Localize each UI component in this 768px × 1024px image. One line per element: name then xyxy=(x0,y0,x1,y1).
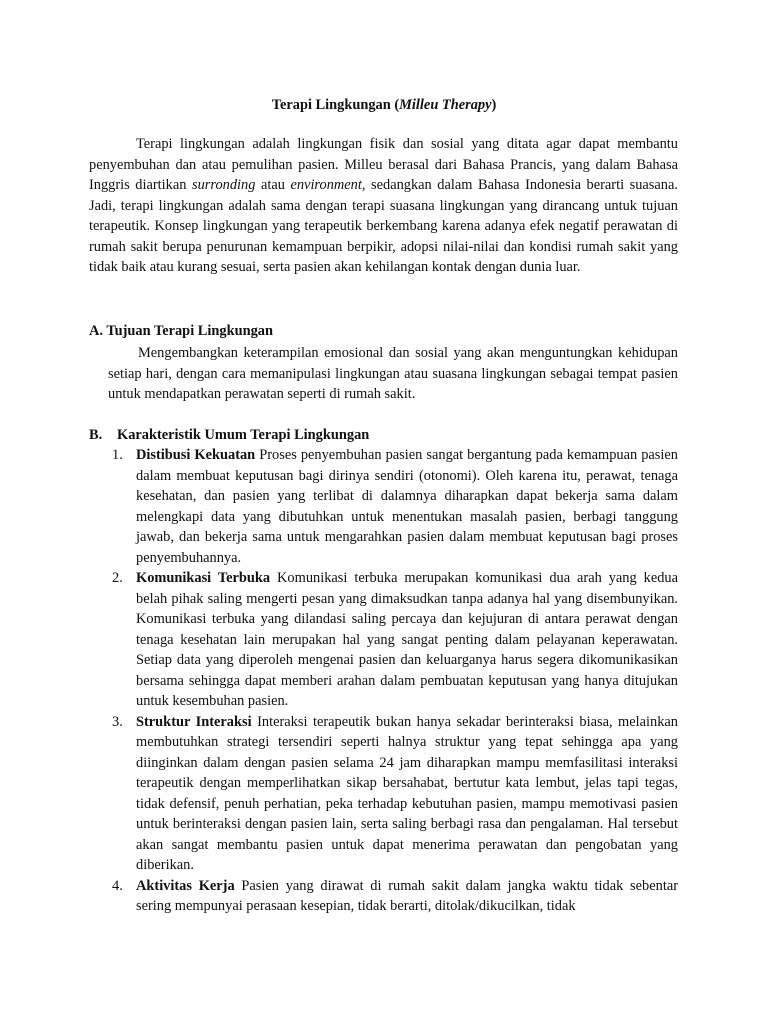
intro-italic-environment: environment xyxy=(290,177,362,193)
section-a-heading: A. Tujuan Terapi Lingkungan xyxy=(89,323,273,339)
list-item-number: 2. xyxy=(112,570,123,586)
list-item-text: Komunikasi terbuka merupakan komunikasi dua arah yang kedua belah pihak saling mengerti pesan yang dimaksudkan tanpa adanya hal yang disembunyikan. Komunikasi terbuka yang dilandasi saling percaya dan kejujuran di antara perawat dengan tenaga kesehatan lain merupakan hal yang sangat penting dalam pelayanan keperawatan. Setiap data yang diperoleh mengenai pasien dan keluarganya harus segera dikomunikasikan bersama sehingga dapat memberi arahan dalam pembuatan keputusan yang hanya ditujukan untuk kesembuhan pasien. xyxy=(136,570,678,709)
list-item xyxy=(108,876,678,917)
title-close: ) xyxy=(491,97,497,113)
list-item xyxy=(108,712,678,876)
list-item-number: 4. xyxy=(112,877,123,894)
list-item-number: 3. xyxy=(112,713,123,730)
title-main: Terapi Lingkungan ( xyxy=(271,97,400,113)
intro-part3: , sedangkan dalam Bahasa Indonesia berarti suasana. Jadi, terapi lingkungan adalah sama dengan terapi suasana lingkungan yang dirancang untuk tujuan terapeutik. Konsep lingkungan yang terapeutik berkembang karena adanya efek negatif perawatan di rumah sakit berupa penurunan kemampuan berpikir, adopsi nilai-nilai dan kondisi rumah sakit yang tidak baik atau kurang sesuai, serta pasien akan kehilangan kontak dengan dunia luar. xyxy=(89,177,678,275)
page-title xyxy=(0,95,768,116)
list-item-text: Pasien yang dirawat di rumah sakit dalam jangka waktu tidak sebentar sering mempunyai perasaan kesepian, tidak berarti, ditolak/dikucilkan, tidak xyxy=(136,877,679,914)
intro-part2: atau xyxy=(255,177,291,193)
intro-paragraph xyxy=(89,134,678,278)
intro-part1: Terapi lingkungan adalah lingkungan fisik dan sosial yang ditata agar dapat membantu penyembuhan dan atau pemulihan pasien. Milleu berasal dari Bahasa Prancis, yang dalam Bahasa Inggris diartikan xyxy=(89,136,678,193)
list-item xyxy=(108,568,678,712)
intro-italic-surronding: surronding xyxy=(191,177,256,193)
list-item-term: Aktivitas Kerja xyxy=(136,877,235,894)
list-item-text: Proses penyembuhan pasien sangat bergantung pada kemampuan pasien dalam membuat keputusan bagi dirinya sendiri (otonomi). Oleh karena itu, perawat, tenaga kesehatan, dan pasien yang terlibat di dalamnya diharapkan dapat bekerja sama dalam melengkapi data yang dibutuhkan untuk menentukan masalah pasien, berbagi tanggung jawab, dan bekerja sama untuk mengarahkan pasien dalam membuat keputusan bagi proses penyembuhannya. xyxy=(136,447,678,566)
list-item-number: 1. xyxy=(112,447,123,463)
section-b-heading xyxy=(89,425,369,446)
list-item-text: Interaksi terapeutik bukan hanya sekadar berinteraksi biasa, melainkan membutuhkan strategi tersendiri seperti halnya struktur yang tepat sehingga apa yang diinginkan dalam dengan pasien selama 24 jam diharapkan mampu memfasilitasi interaksi terapeutik dengan memperlihatkan sikap bersahabat, bertutur kata lembut, jelas tapi tegas, tidak defensif, penuh perhatian, peka terhadap kebutuhan pasien, mampu memotivasi pasien untuk berinteraksi dengan pasien lain, serta saling berbagi rasa dan pengalaman. Hal tersebut akan sangat membantu pasien untuk dapat menerima perawatan dan pengobatan yang diberikan. xyxy=(136,713,678,873)
list-item-term: Distibusi Kekuatan xyxy=(136,447,256,463)
section-b-letter: B. xyxy=(89,427,103,443)
list-item-term: Komunikasi Terbuka xyxy=(136,570,271,586)
list-item-term: Struktur Interaksi xyxy=(136,713,252,730)
section-b-title: Karakteristik Umum Terapi Lingkungan xyxy=(117,427,370,443)
section-a-body: Mengembangkan keterampilan emosional dan sosial yang akan menguntungkan kehidupan setiap hari, dengan cara memanipulasi lingkungan atau suasana lingkungan sebagai tempat pasien untuk mendapatkan perawatan seperti di rumah sakit. xyxy=(108,345,678,402)
characteristics-list xyxy=(108,445,678,917)
list-item xyxy=(108,445,678,568)
title-italic: Milleu Therapy xyxy=(399,97,492,113)
